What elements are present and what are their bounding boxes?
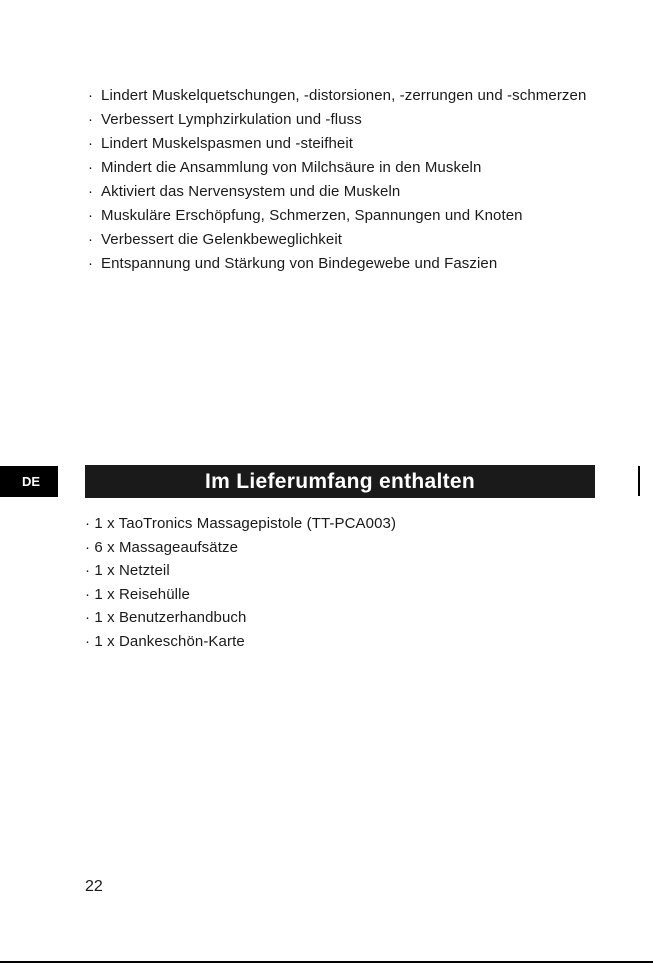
benefit-text: Entspannung und Stärkung von Bindegewebe und Faszien <box>101 255 498 272</box>
benefit-item <box>88 108 588 132</box>
benefits-list <box>88 84 588 276</box>
benefit-text: Lindert Muskelspasmen und -steifheit <box>101 135 354 152</box>
bullet-icon: · <box>88 183 94 200</box>
list-item: · 1 x Netzteil <box>85 562 170 580</box>
bullet-icon: · <box>88 111 94 128</box>
section-title: Im Lieferumfang enthalten <box>85 465 595 498</box>
benefit-item <box>88 180 588 204</box>
benefit-item <box>88 252 588 276</box>
language-tab: DE <box>0 466 58 497</box>
benefit-item <box>88 132 588 156</box>
benefit-item <box>88 84 588 108</box>
page-number: 22 <box>85 878 103 895</box>
bullet-icon: · <box>88 255 94 272</box>
bullet-icon: · <box>88 159 94 176</box>
benefit-text: Lindert Muskelquetschungen, -distorsionen, -zerrungen und -schmerzen <box>101 87 587 104</box>
benefit-item <box>88 156 588 180</box>
benefit-item <box>88 228 588 252</box>
benefit-text: Muskuläre Erschöpfung, Schmerzen, Spannungen und Knoten <box>101 207 523 224</box>
benefit-text: Aktiviert das Nervensystem und die Muskeln <box>101 183 401 200</box>
list-item: · 1 x Dankeschön-Karte <box>85 632 245 650</box>
benefit-item <box>88 204 588 228</box>
edge-marker <box>638 466 640 496</box>
package-contents-list <box>85 512 585 654</box>
bottom-divider <box>0 961 653 963</box>
bullet-icon: · <box>88 231 94 248</box>
benefit-text: Verbessert die Gelenkbeweglichkeit <box>101 231 343 248</box>
benefit-text: Verbessert Lymphzirkulation und -fluss <box>101 111 362 128</box>
bullet-icon: · <box>88 207 94 224</box>
bullet-icon: · <box>88 135 94 152</box>
list-item: · 1 x TaoTronics Massagepistole (TT-PCA003) <box>85 515 397 532</box>
list-item: · 6 x Massageaufsätze <box>85 538 239 556</box>
list-item: · 1 x Reisehülle <box>85 585 190 603</box>
bullet-icon: · <box>88 87 94 104</box>
list-item: · 1 x Benutzerhandbuch <box>85 609 247 627</box>
benefit-text: Mindert die Ansammlung von Milchsäure in den Muskeln <box>101 159 482 176</box>
